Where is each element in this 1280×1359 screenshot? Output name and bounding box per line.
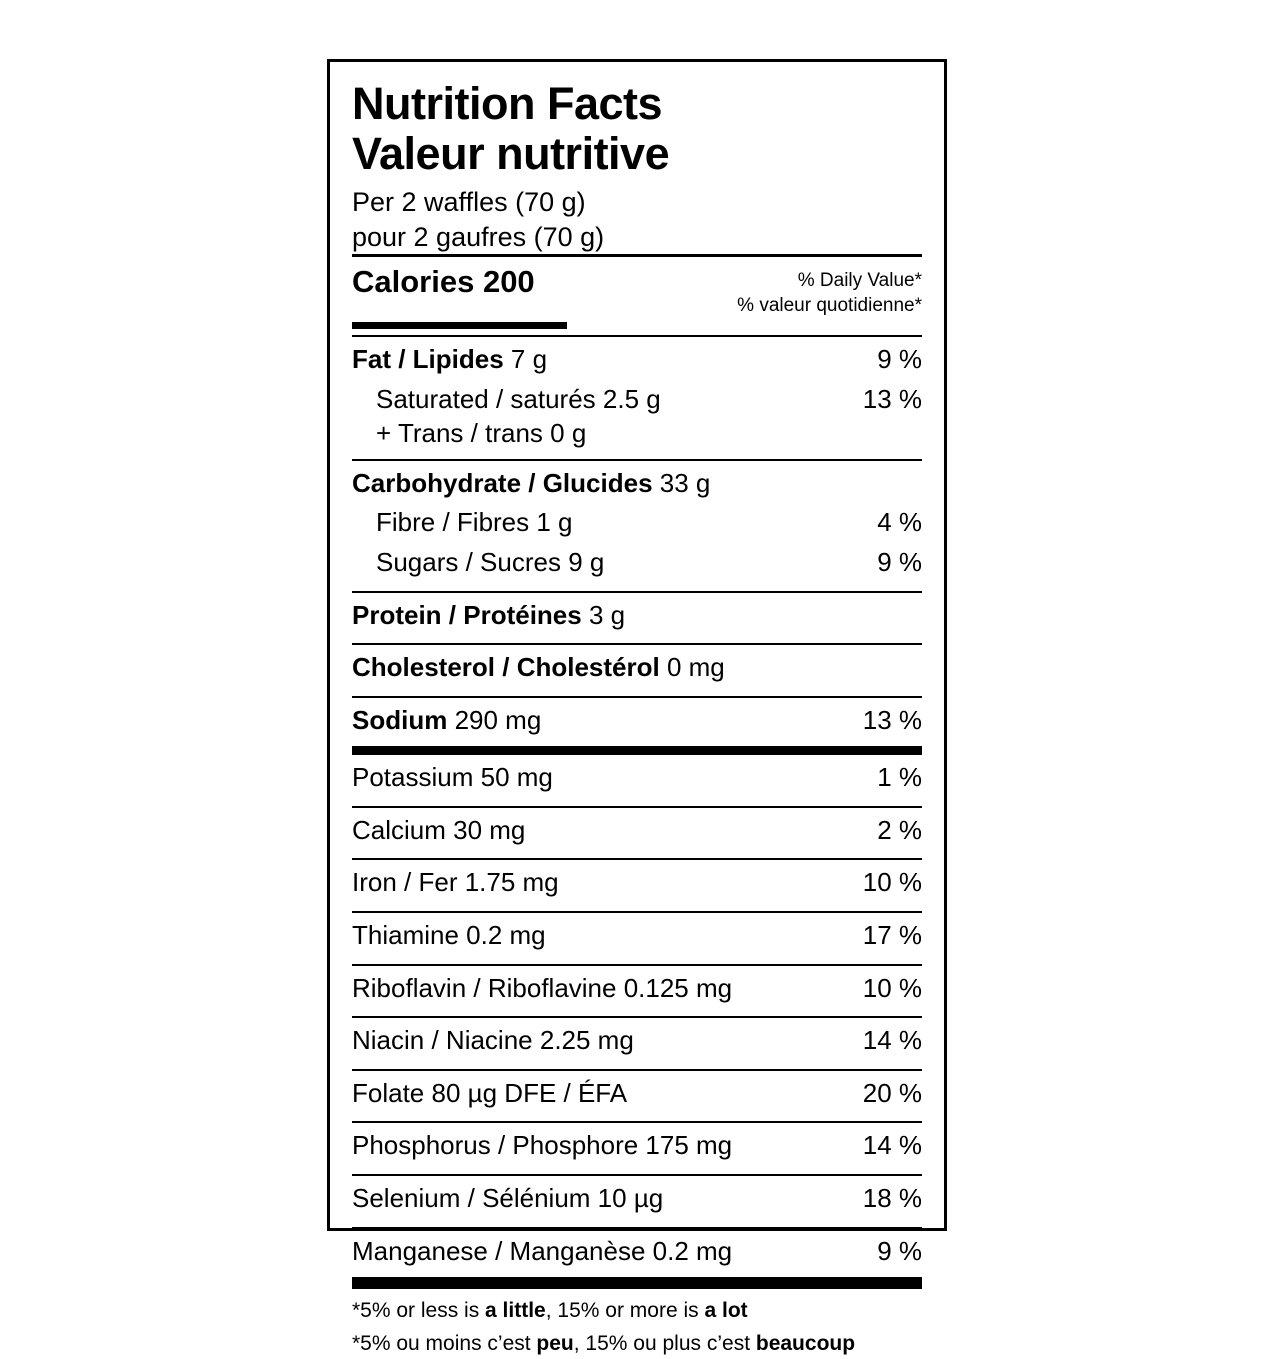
nutrient-name (352, 703, 863, 738)
daily-value-header-french: % valeur quotidienne* (737, 294, 922, 316)
nutrient-name: Sugars / Sucres 9 g (376, 546, 605, 577)
nutrient-dv: 18 % (862, 1182, 922, 1213)
calories-label: Calories 200 (352, 264, 535, 300)
nutrient-dv: 9 % (877, 344, 922, 375)
table-row (352, 645, 922, 690)
nutrient-name: Calcium 30 mg (352, 814, 526, 845)
nutrient-amount: 7 g (503, 344, 548, 375)
table-row (352, 505, 922, 545)
nutrient-dv: 4 % (877, 507, 922, 538)
footnote-fr-part2: , 15% ou plus c’est (573, 1331, 756, 1355)
nutrient-name: Riboflavin / Riboflavine 0.125 mg (352, 972, 733, 1003)
nutrient-name: Potassium 50 mg (352, 762, 553, 793)
serving-size-english: Per 2 waffles (70 g) (352, 187, 586, 218)
nutrient-name: + Trans / trans 0 g (376, 418, 587, 449)
nutrition-facts-panel (327, 59, 947, 1355)
nutrient-dv: 1 % (877, 762, 922, 793)
divider-vitamins-top (352, 746, 922, 755)
nutrient-name (352, 342, 877, 377)
table-row (352, 593, 922, 638)
table-row (352, 545, 922, 585)
table-row (352, 1071, 922, 1116)
table-row (352, 698, 922, 743)
page-title: Nutrition Facts (352, 78, 663, 129)
nutrient-dv: 2 % (877, 814, 922, 845)
daily-value-header-english: % Daily Value* (797, 270, 922, 292)
nutrient-name: Iron / Fer 1.75 mg (352, 867, 559, 898)
footnote-en-part1: *5% or less is (352, 1299, 486, 1323)
nutrient-name-bold: Protein / Protéines (352, 599, 582, 630)
daily-value-header (737, 265, 922, 318)
nutrient-name: Manganese / Manganèse 0.2 mg (352, 1235, 733, 1266)
nutrient-amount: 33 g (652, 467, 711, 498)
footnote-en-bold1: a little (485, 1299, 546, 1323)
calories-row (352, 257, 922, 320)
nutrient-name (352, 650, 922, 685)
nutrient-name: Thiamine 0.2 mg (352, 920, 546, 951)
table-row (352, 1176, 922, 1221)
nutrient-name: Saturated / saturés 2.5 g (376, 383, 661, 414)
footnote-fr-bold2: beaucoup (755, 1331, 856, 1355)
footnote-english (352, 1289, 922, 1326)
footnote-fr-part1: *5% ou moins c’est (352, 1331, 537, 1355)
nutrient-dv: 14 % (862, 1025, 922, 1056)
table-row (352, 966, 922, 1011)
nutrient-dv: 17 % (862, 920, 922, 951)
footnote-en-bold2: a lot (704, 1299, 748, 1323)
table-row (352, 755, 922, 800)
nutrient-dv: 13 % (862, 383, 922, 414)
nutrient-dv: 10 % (862, 867, 922, 898)
table-row (352, 808, 922, 853)
nutrient-name-bold: Fat / Lipides (352, 344, 504, 375)
nutrient-name: Phosphorus / Phosphore 175 mg (352, 1130, 733, 1161)
table-row (352, 860, 922, 905)
table-row (352, 382, 922, 451)
calories-underline (352, 322, 567, 329)
nutrient-amount: 0 mg (659, 652, 725, 683)
nutrient-name-bold: Sodium (352, 704, 448, 735)
nutrient-name: Folate 80 µg DFE / ÉFA (352, 1077, 628, 1108)
nutrient-name: Selenium / Sélénium 10 µg (352, 1182, 664, 1213)
table-row (352, 1229, 922, 1274)
nutrient-name-bold: Carbohydrate / Glucides (352, 467, 653, 498)
page-title-french: Valeur nutritive (352, 127, 670, 179)
table-row (352, 1123, 922, 1168)
footnote-french (352, 1327, 922, 1359)
serving-size-french: pour 2 gaufres (70 g) (352, 221, 605, 252)
nutrient-dv: 9 % (877, 546, 922, 577)
nutrient-name (352, 466, 922, 501)
nutrient-amount: 3 g (581, 599, 626, 630)
nutrient-name: Niacin / Niacine 2.25 mg (352, 1025, 634, 1056)
nutrient-name: Fibre / Fibres 1 g (376, 507, 573, 538)
nutrient-dv: 13 % (862, 704, 922, 735)
footnote-fr-bold1: peu (536, 1331, 574, 1355)
nutrient-group-saturated-trans (352, 382, 863, 451)
nutrient-dv: 14 % (862, 1130, 922, 1161)
footnote-en-part2: , 15% or more is (545, 1299, 705, 1323)
nutrient-name-bold: Cholesterol / Cholestérol (352, 652, 660, 683)
table-row (352, 461, 922, 506)
table-row (352, 337, 922, 382)
nutrient-dv: 20 % (862, 1077, 922, 1108)
table-row (352, 1018, 922, 1063)
nutrient-amount: 290 mg (447, 704, 542, 735)
divider-footnote (352, 1277, 922, 1289)
table-row (352, 913, 922, 958)
nutrient-name (352, 598, 922, 633)
nutrient-dv: 9 % (877, 1235, 922, 1266)
nutrient-dv: 10 % (862, 972, 922, 1003)
